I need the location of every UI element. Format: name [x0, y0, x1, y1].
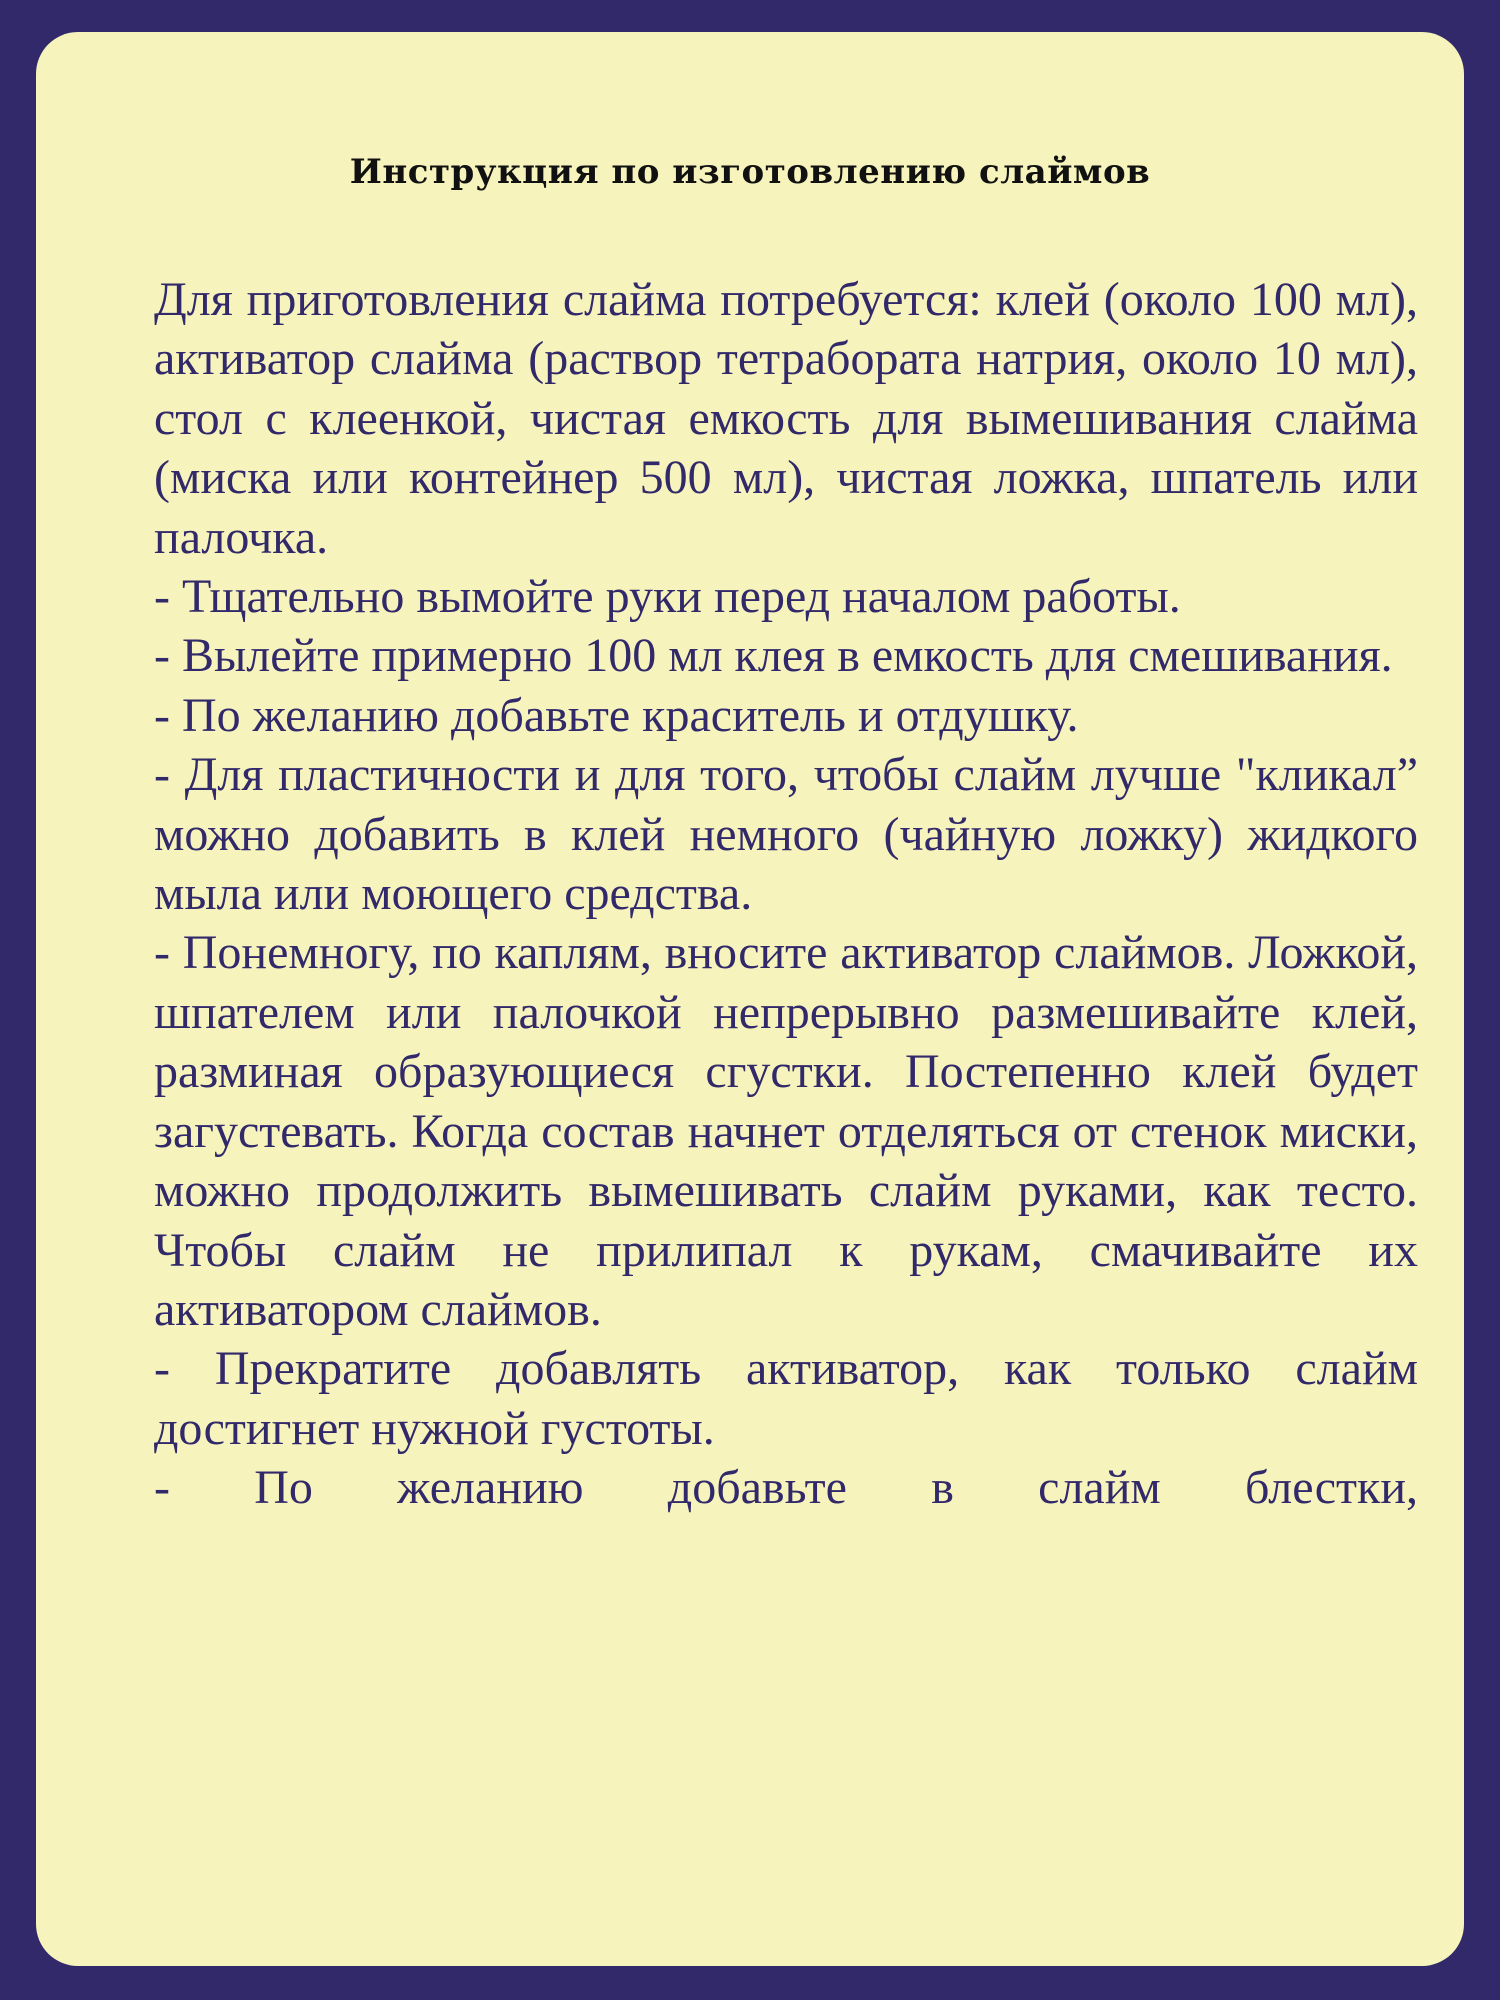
step-stop-activator: - Прекратите добавлять активатор, как только слайм достигнет нужной густоты. — [154, 1342, 1418, 1455]
step-wash-hands: - Тщательно вымойте руки перед началом работы. — [154, 570, 1181, 624]
document-title: Инструкция по изготовлению слаймов — [349, 152, 1151, 192]
step-add-activator: - Понемногу, по каплям, вносите активатор слаймов. Ложкой, шпателем или палочкой непрерывно размешивайте клей, разминая образующиеся сгустки. Постепенно клей будет загустевать. Когда состав начнет отделяться от стенок миски, можно продолжить вымешивать слайм руками, как тесто. Чтобы слайм не прилипал к рукам, смачивайте их активатором слаймов. — [154, 926, 1418, 1336]
step-add-soap: - Для пластичности и для того, чтобы слайм лучше "кликал” можно добавить в клей немного (чайную ложку) жидкого мыла или моющего средства. — [154, 748, 1418, 921]
materials-paragraph: Для приготовления слайма потребуется: клей (около 100 мл), активатор слайма (раствор тетрабората натрия, около 10 мл), стол с клеенкой, чистая емкость для вымешивания слайма (миска или контейнер 500 мл), чистая ложка, шпатель или палочка. — [154, 273, 1418, 564]
step-pour-glue: - Вылейте примерно 100 мл клея в емкость для смешивания. — [154, 629, 1393, 683]
step-add-color: - По желанию добавьте краситель и отдушку. — [154, 688, 1079, 742]
instruction-card — [36, 32, 1464, 1966]
instruction-body — [154, 270, 1418, 1518]
step-add-glitter: - По желанию добавьте в слайм блестки, — [154, 1461, 1418, 1515]
